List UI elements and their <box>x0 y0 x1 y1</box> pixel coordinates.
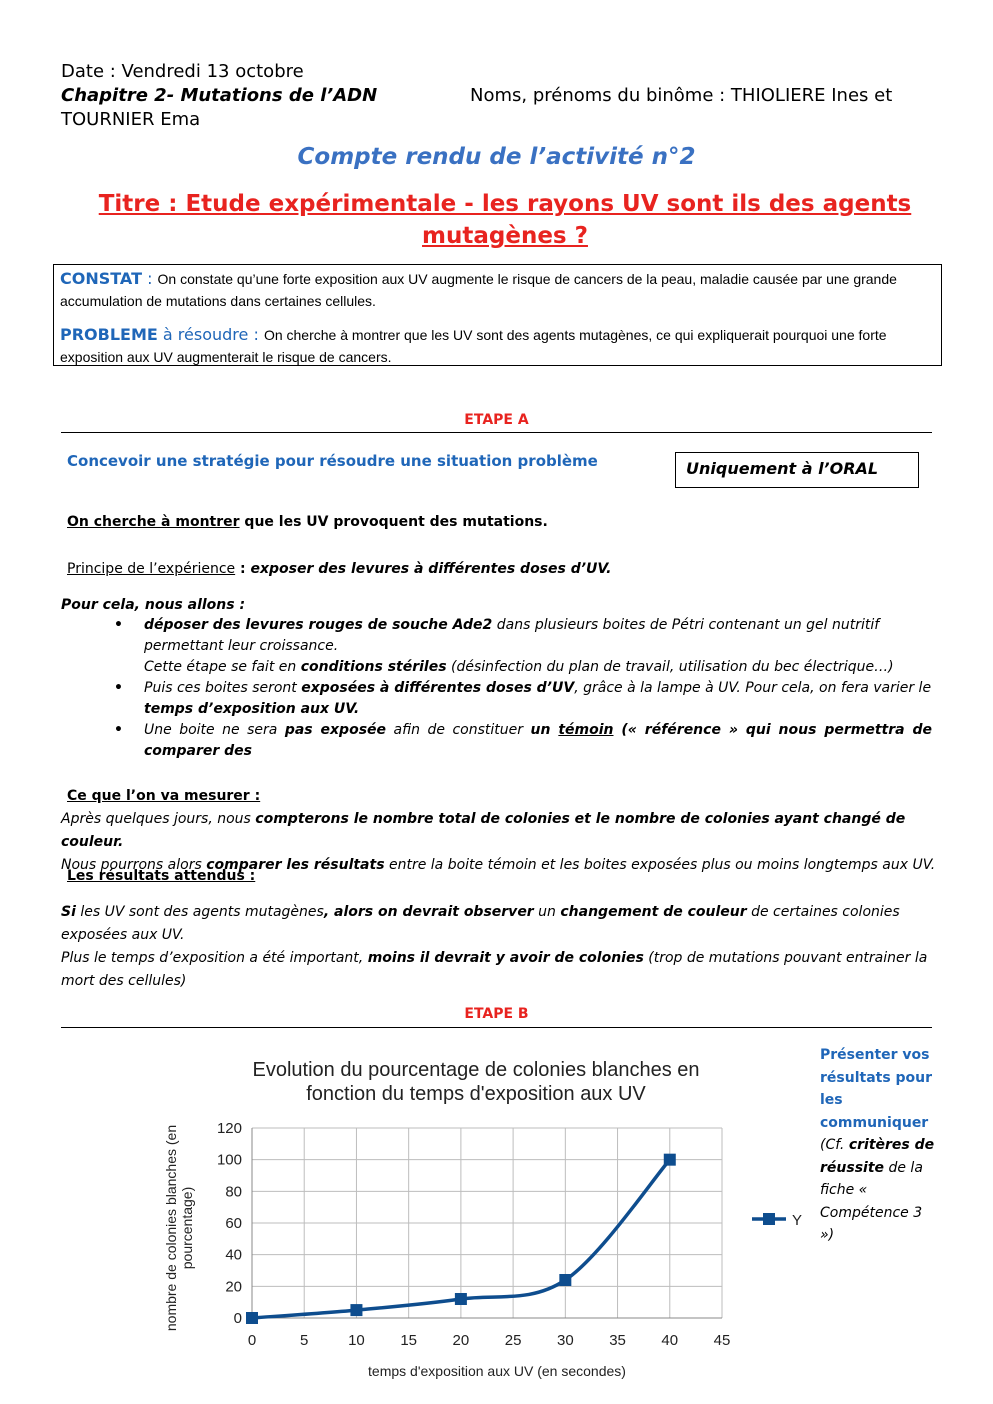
x-tick-label: 40 <box>661 1332 679 1349</box>
competence-b <box>820 1044 935 1247</box>
legend-marker <box>763 1213 775 1225</box>
legend-label: Y <box>792 1212 803 1229</box>
probleme-label: PROBLEME <box>60 325 158 344</box>
att-a: les UV sont des agents mutagènes <box>75 904 324 920</box>
b2-a: Puis ces boites seront <box>144 680 302 696</box>
etape-b-divider <box>61 1027 932 1028</box>
att-e: (trop de mutations pouvant entrainer la mort des cellules) <box>61 950 928 989</box>
etape-b-label: ETAPE B <box>464 1006 529 1022</box>
y-tick-label: 120 <box>216 1120 242 1137</box>
b3-bold: pas exposée <box>284 722 387 738</box>
att-b: un <box>533 904 561 920</box>
b1-line2-rest: (désinfection du plan de travail, utilisation du bec électrique…) <box>446 659 894 675</box>
y-tick-label: 100 <box>216 1151 242 1169</box>
b1-rest: dans plusieurs boites de Pétri contenant un gel nutritif permettant leur croissance. <box>144 617 880 654</box>
side-b-cf: (Cf. <box>820 1137 849 1153</box>
constat-separator: : <box>141 269 158 288</box>
mesure-bold: compterons le nombre total de colonies et le nombre de colonies ayant changé de couleur. <box>61 811 906 850</box>
b3-bold2: un <box>530 722 559 738</box>
x-tick-label: 0 <box>247 1332 257 1349</box>
chart-title: Evolution du pourcentage de colonies blanches en fonction du temps d'exposition aux UV <box>252 1059 700 1105</box>
y-tick-label: 40 <box>225 1246 242 1264</box>
etape-a-label: ETAPE A <box>464 412 529 428</box>
bullet-dot: • <box>114 617 123 633</box>
y-axis-label-line2: pourcentage) <box>179 1186 195 1270</box>
report-title: Compte rendu de l’activité n°2 <box>297 144 696 170</box>
chapter-title: Chapitre 2- Mutations de l’ADN <box>61 85 378 106</box>
b2-b: , grâce à la lampe à UV. Pour cela, on fera varier le <box>574 680 932 696</box>
att-d: Plus le temps d’exposition a été important, <box>61 950 368 966</box>
etape-a-divider <box>61 432 932 433</box>
x-axis-label: temps d'exposition aux UV (en secondes) <box>368 1363 626 1379</box>
probleme-suffix: à résoudre : <box>157 325 264 344</box>
names-line: Noms, prénoms du binôme : THIOLIERE Ines et <box>470 85 893 106</box>
probleme-paragraph <box>60 324 935 368</box>
procedure-list <box>112 615 932 762</box>
x-tick-label: 35 <box>609 1332 626 1349</box>
constat-label: CONSTAT <box>60 269 142 288</box>
y-tick-label: 0 <box>233 1310 242 1327</box>
goal-line <box>67 512 548 533</box>
att-bold3: moins il devrait y avoir de colonies <box>367 950 644 966</box>
att-si: Si <box>61 904 76 920</box>
list-item <box>112 678 932 720</box>
attendus-heading: Les résultats attendus : <box>67 868 256 884</box>
mesure-heading: Ce que l’on va mesurer : <box>67 788 261 804</box>
pour-cela-line: Pour cela, nous allons : <box>61 597 246 613</box>
b1-line2-a: Cette étape se fait en <box>144 659 301 675</box>
data-point <box>246 1312 258 1324</box>
y-axis-label <box>163 1125 195 1331</box>
mesure-c: entre la boite témoin et les boites exposées plus ou moins longtemps aux UV. <box>384 857 936 873</box>
y-tick-label: 60 <box>225 1215 242 1232</box>
b3-b: afin de constituer <box>386 722 531 738</box>
mesure-bold2: comparer les résultats <box>206 857 385 873</box>
data-point <box>664 1154 676 1166</box>
goal-rest: que les UV provoquent des mutations. <box>239 514 548 530</box>
main-title: Titre : Etude expérimentale - les rayons UV sont ils des agents mutagènes ? <box>98 191 912 249</box>
x-tick-labels <box>248 1332 731 1349</box>
probleme-text: On cherche à montrer que les UV sont des agents mutagènes, ce qui expliquerait pourquoi une forte exposition aux UV augmenterait le risque de cancers. <box>60 327 887 365</box>
x-tick-label: 30 <box>556 1332 574 1349</box>
side-b-criteria: critères de réussite <box>820 1137 935 1176</box>
b3-bold3: (« référence » qui nous permettra de comparer des <box>144 722 932 759</box>
chart-legend <box>752 1212 802 1229</box>
y-tick-labels <box>217 1120 242 1327</box>
att-bold2: changement de couleur <box>560 904 747 920</box>
names-line-continued: TOURNIER Ema <box>61 109 201 130</box>
competence-a: Concevoir une stratégie pour résoudre une situation problème <box>67 452 598 470</box>
data-point <box>455 1293 467 1305</box>
list-item <box>112 720 932 762</box>
bullet-dot: • <box>114 722 123 738</box>
b2-bold2: temps d’exposition aux UV. <box>144 701 360 717</box>
y-tick-label: 80 <box>225 1183 242 1201</box>
bullet-dot: • <box>114 680 123 696</box>
x-tick-label: 5 <box>300 1332 309 1349</box>
side-b-rest: de la fiche « Compétence 3 ») <box>820 1159 923 1243</box>
mesure-a: Après quelques jours, nous <box>61 811 256 827</box>
constat-text: On constate qu’une forte exposition aux UV augmente le risque de cancers de la peau, maladie causée par une grande accumulation de mutations dans certaines cellules. <box>60 271 897 309</box>
oral-only-box: Uniquement à l’ORAL <box>675 452 919 488</box>
b2-bold: exposées à différentes doses d’UV <box>301 680 575 696</box>
y-axis-label-line1: nombre de colonies blanches (en <box>163 1124 179 1332</box>
x-tick-label: 10 <box>348 1332 365 1349</box>
attendus-paragraph <box>61 901 941 993</box>
att-c: de certaines colonies exposées aux UV. <box>61 904 900 943</box>
x-tick-label: 45 <box>713 1332 731 1349</box>
side-b-heading: Présenter vos résultats pour les communiquer <box>820 1047 933 1131</box>
principe-label: Principe de l’expérience <box>67 561 236 577</box>
x-tick-label: 15 <box>400 1332 418 1349</box>
data-point <box>559 1274 571 1286</box>
date-line: Date : Vendredi 13 octobre <box>61 61 304 82</box>
chart-grid <box>252 1128 722 1318</box>
b3-a: Une boite ne sera <box>144 722 285 738</box>
mesure-b: Nous pourrons alors <box>61 857 207 873</box>
principe-separator: : <box>235 561 251 577</box>
intro-box <box>53 264 942 366</box>
list-item <box>112 615 932 678</box>
b1-line2-bold: conditions stériles <box>300 659 447 675</box>
constat-paragraph <box>60 268 935 312</box>
principe-line <box>67 559 611 580</box>
principe-text: exposer des levures à différentes doses d’UV. <box>250 561 612 577</box>
att-bold: , alors on devrait observer <box>323 904 534 920</box>
x-tick-label: 20 <box>452 1332 470 1349</box>
data-point <box>350 1304 362 1316</box>
x-tick-label: 25 <box>504 1332 522 1349</box>
goal-underlined: On cherche à montrer <box>67 514 240 530</box>
y-tick-label: 20 <box>225 1278 242 1296</box>
b3-temoin: témoin <box>558 722 614 738</box>
b1-bold: déposer des levures rouges de souche Ade2 <box>144 617 493 633</box>
line-chart <box>150 1110 803 1390</box>
